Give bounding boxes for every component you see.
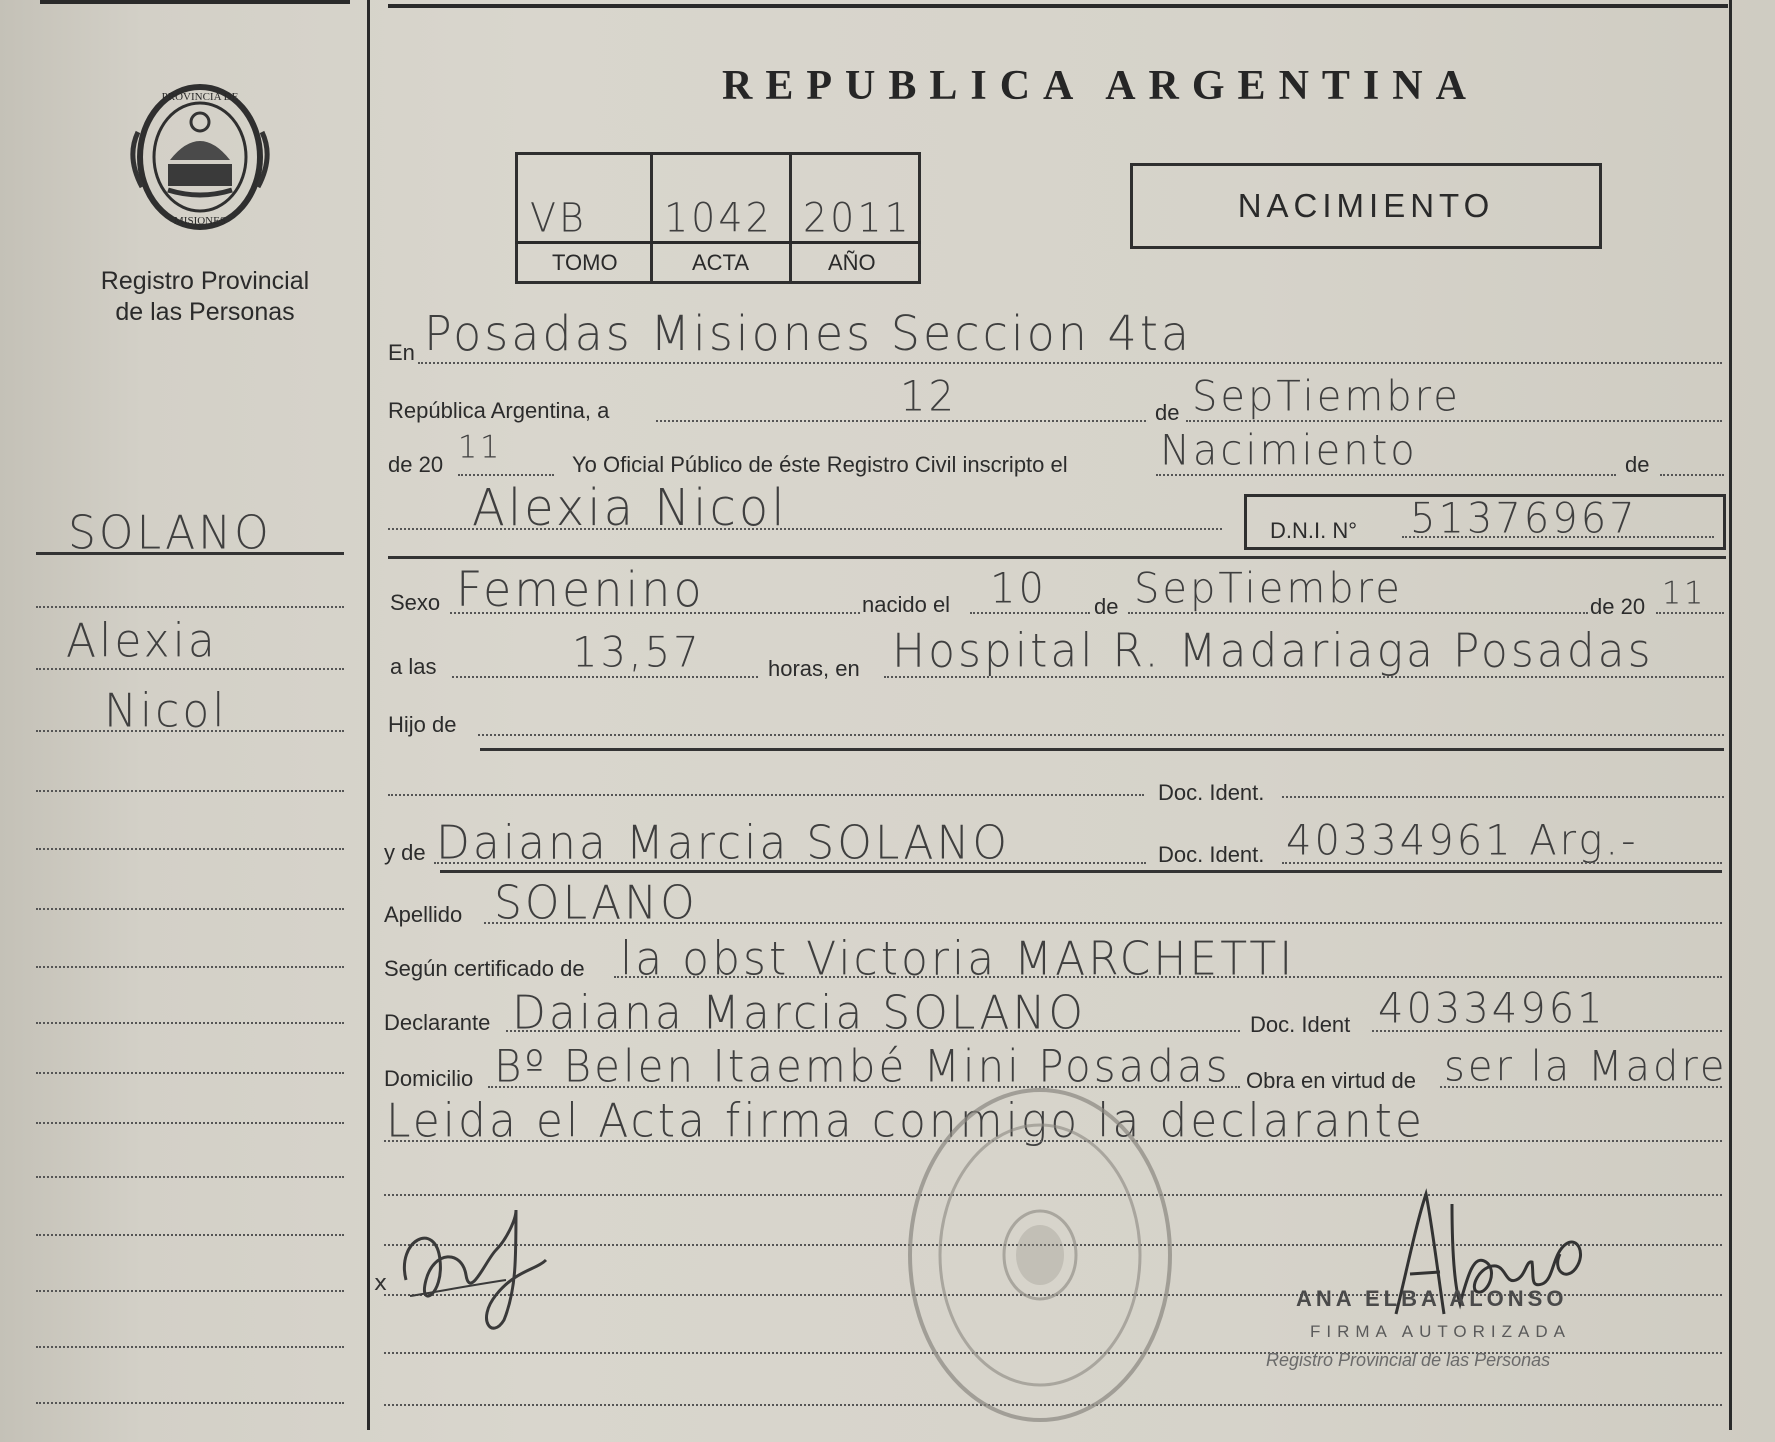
margin-line <box>36 730 344 732</box>
lugar-value: Hospital R. Madariaga Posadas <box>892 624 1654 679</box>
de-label-2: de <box>1625 452 1650 477</box>
doc-ident-label-2: Doc. Ident. <box>1158 842 1265 867</box>
registry-name-line1: Registro Provincial <box>100 267 310 295</box>
registry-name-line2: de las Personas <box>115 298 295 326</box>
hijo-de-label: Hijo de <box>388 712 457 737</box>
registry-divider <box>515 241 921 244</box>
margin-line <box>36 1072 344 1074</box>
margin-line <box>36 1290 344 1292</box>
month-value: SepTiembre <box>1192 372 1461 422</box>
certificate-type: NACIMIENTO <box>1130 163 1602 249</box>
y-de-label: y de <box>384 840 426 865</box>
domicilio-value: Bº Belen Itaembé Mini Posadas <box>494 1040 1231 1093</box>
margin-line <box>36 668 344 670</box>
father-doc-line <box>1282 796 1724 798</box>
top-rule-left <box>40 0 350 4</box>
official-org: Registro Provincial de las Personas <box>1266 1350 1551 1370</box>
margin-line <box>36 1346 344 1348</box>
horas-en-label: horas, en <box>768 656 860 681</box>
birth-year-suffix: 11 <box>1662 575 1707 612</box>
en-label: En <box>388 340 415 365</box>
margin-line <box>36 908 344 910</box>
sexo-label: Sexo <box>390 590 441 615</box>
declarante-signature-icon <box>366 1200 556 1340</box>
margin-surname: SOLANO <box>68 506 272 561</box>
official-stamp-icon <box>900 1080 1180 1430</box>
obra-line <box>1440 1086 1722 1088</box>
leida-text: Leida el Acta firma conmigo la declarante <box>386 1094 1425 1149</box>
year-prefix-label: de 20 <box>388 452 444 477</box>
inscripto-value: Nacimiento <box>1160 426 1418 476</box>
birth-month-value: SepTiembre <box>1134 564 1403 614</box>
inscripto-tail-line <box>1660 474 1724 476</box>
mother-name: Daiana Marcia SOLANO <box>436 816 1011 871</box>
document-title: REPUBLICA ARGENTINA <box>722 63 1479 109</box>
dni-value: 51376967 <box>1410 494 1638 544</box>
declarante-value: Daiana Marcia SOLANO <box>512 986 1087 1041</box>
seal-text-bottom: MISIONES <box>174 215 226 227</box>
segun-certificado-label: Según certificado de <box>384 956 585 981</box>
child-name: Alexia Nicol <box>472 478 788 538</box>
father-strike <box>480 748 1724 751</box>
anio-value: 2011 <box>803 194 912 242</box>
margin-line <box>36 1402 344 1404</box>
provincial-seal-icon <box>120 72 280 242</box>
place-value: Posadas Misiones Seccion 4ta <box>424 304 1193 362</box>
margin-line <box>36 1022 344 1024</box>
hora-value: 13,57 <box>572 628 702 678</box>
margin-line <box>36 848 344 850</box>
margin-line <box>36 790 344 792</box>
de-label-3: de <box>1094 594 1119 619</box>
dni-line <box>1402 536 1714 538</box>
doc-ident-label-3: Doc. Ident <box>1250 1012 1351 1037</box>
de-label: de <box>1155 400 1180 425</box>
de20-label: de 20 <box>1590 594 1646 619</box>
dni-label: D.N.I. N° <box>1270 518 1358 543</box>
en-line <box>418 362 1722 364</box>
father-doc-leader <box>388 794 1144 796</box>
margin-surname-rule <box>36 552 344 555</box>
birth-year-line <box>1656 612 1724 614</box>
declarante-line <box>506 1030 1240 1032</box>
year-suffix-value: 11 <box>458 429 503 466</box>
acta-label: ACTA <box>692 250 750 275</box>
certificado-value: la obst Victoria MARCHETTI <box>620 932 1296 987</box>
tomo-label: TOMO <box>552 250 618 275</box>
seal-text-top: PROVINCIA DE <box>161 91 239 103</box>
margin-line <box>36 966 344 968</box>
section-rule <box>388 556 1726 559</box>
republica-label: República Argentina, a <box>388 398 610 423</box>
father-line <box>478 734 1724 736</box>
alas-label: a las <box>390 654 437 679</box>
top-rule-right <box>388 4 1728 8</box>
mother-doc: 40334961 Arg.- <box>1286 816 1639 866</box>
mother-doc-line <box>1282 862 1722 864</box>
year-line <box>458 474 554 476</box>
doc-ident-label-1: Doc. Ident. <box>1158 780 1265 805</box>
yo-oficial-label: Yo Oficial Público de éste Registro Civil inscripto el <box>572 452 1068 477</box>
apellido-label: Apellido <box>384 902 463 927</box>
margin-line <box>36 1234 344 1236</box>
apellido-value: SOLANO <box>494 876 698 931</box>
declarante-doc-line <box>1372 1030 1722 1032</box>
svg-text:x: x <box>374 1271 388 1296</box>
apellido-line <box>484 922 1722 924</box>
domicilio-label: Domicilio <box>384 1066 474 1091</box>
name-line <box>388 528 1222 530</box>
certificado-line <box>614 976 1722 978</box>
anio-label: AÑO <box>828 250 876 275</box>
mother-rule <box>440 870 1722 873</box>
sexo-value: Femenino <box>456 560 705 618</box>
registry-name <box>50 266 360 328</box>
margin-line <box>36 606 344 608</box>
obra-value: ser la Madre <box>1444 1042 1728 1092</box>
official-name: ANA ELBA ALONSO <box>1296 1286 1568 1311</box>
day-value: 12 <box>900 372 957 422</box>
declarante-doc: 40334961 <box>1378 984 1606 1034</box>
obra-label: Obra en virtud de <box>1246 1068 1416 1093</box>
nacido-label: nacido el <box>862 592 951 617</box>
official-role: FIRMA AUTORIZADA <box>1310 1322 1571 1341</box>
declarante-label: Declarante <box>384 1010 491 1035</box>
mother-line <box>434 862 1146 864</box>
margin-given-name-2: Nicol <box>104 684 228 739</box>
acta-value: 1042 <box>664 194 773 242</box>
margin-line <box>36 1176 344 1178</box>
tomo-value: VB <box>530 194 587 242</box>
margin-line <box>36 1122 344 1124</box>
birth-day-value: 10 <box>990 564 1047 614</box>
right-border <box>1729 0 1732 1430</box>
margin-given-name-1: Alexia <box>66 614 218 669</box>
